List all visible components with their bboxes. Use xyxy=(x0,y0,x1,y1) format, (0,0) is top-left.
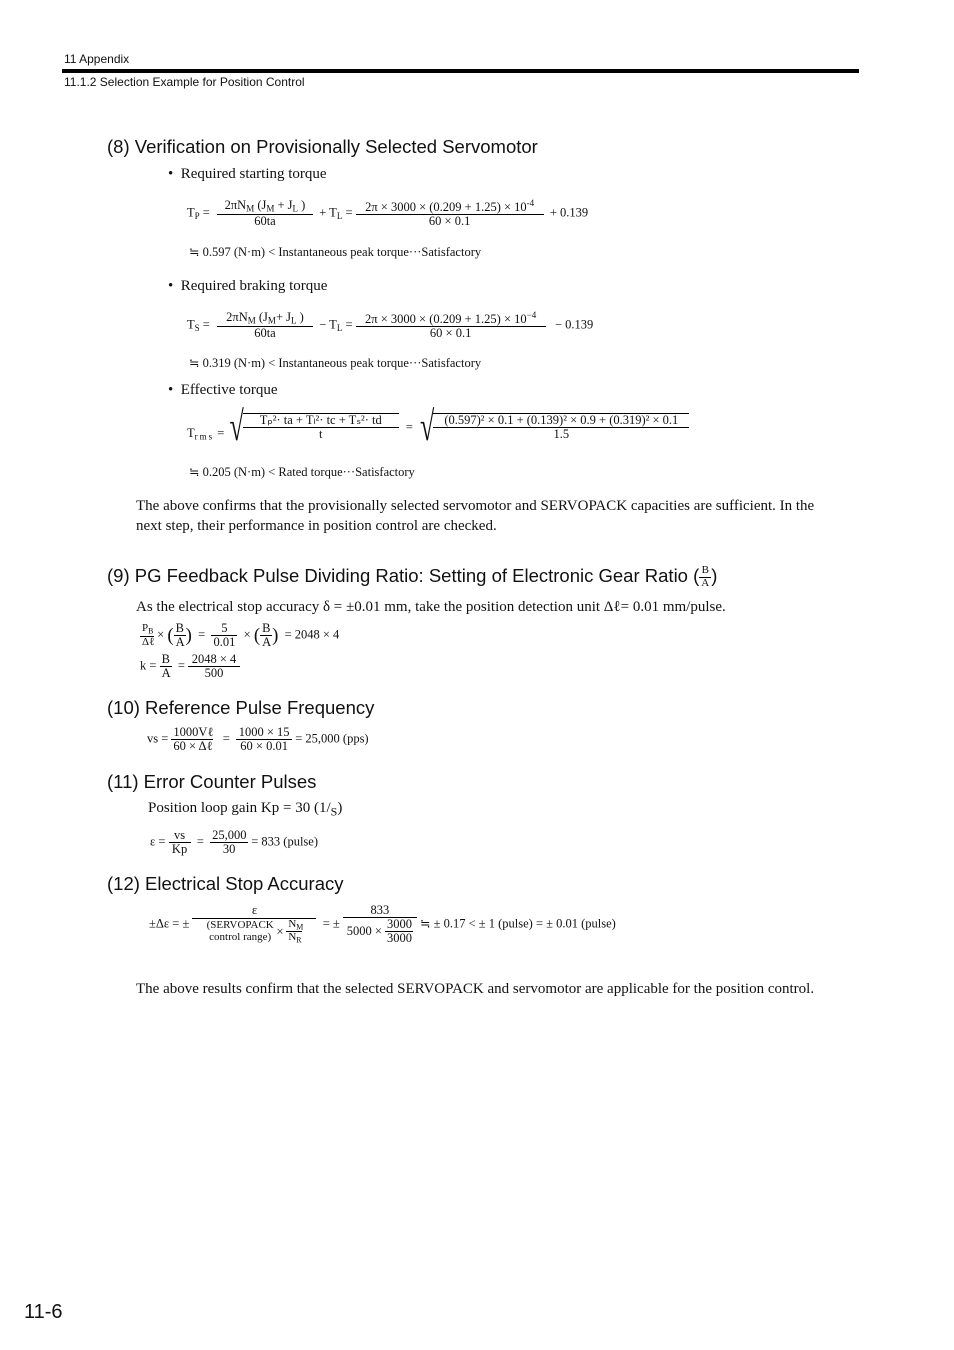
eps-lhs: ε = xyxy=(150,834,166,849)
trms-f2-den: 1.5 xyxy=(553,427,570,441)
tp-f1-paren: (J xyxy=(257,198,267,212)
section-8-title: (8) Verification on Provisionally Selected Servomotor xyxy=(107,136,538,157)
tp-f1-jm-sub: M xyxy=(266,203,275,214)
trms-f1-num: Tₚ²· ta + Tₗ²· tc + Tₛ²· td xyxy=(243,414,399,428)
vs-equals: = xyxy=(222,731,230,746)
section-9-title-fraction xyxy=(699,565,711,589)
k-f-num: 2048 × 4 xyxy=(188,653,240,667)
vs-f1-num: 1000Vℓ xyxy=(173,725,214,739)
vs-f2-den: 60 × 0.01 xyxy=(240,739,288,754)
eq1-rhs: = 2048 × 4 xyxy=(284,627,340,642)
section-11-title: (11) Error Counter Pulses xyxy=(107,771,317,792)
sqrt-1 xyxy=(243,413,399,441)
nm-nr-fraction xyxy=(286,919,302,945)
header-rule xyxy=(62,69,859,73)
sqrt-sign-2: √ xyxy=(420,403,435,450)
ts-lhs-sub: S xyxy=(194,323,200,334)
eps-f1-num: vs xyxy=(169,829,191,843)
bullet-effective-torque-label: Effective torque xyxy=(180,382,278,398)
sec10-eq xyxy=(147,726,369,753)
ts-f1-num: 2πN xyxy=(226,310,248,324)
ba-fraction-2 xyxy=(260,622,272,649)
eps-fraction-2 xyxy=(210,829,248,856)
trms-fraction-1 xyxy=(243,414,399,441)
vs-rhs: = 25,000 (pps) xyxy=(295,731,369,746)
bullet-starting-torque: • Required starting torque xyxy=(168,166,327,182)
ts-f2-num: 2π × 3000 × (0.209 + 1.25) × 10 xyxy=(365,311,527,326)
sec11-gain xyxy=(148,800,342,820)
tp-f1-num-sub: M xyxy=(246,203,255,214)
tp-lhs-sub: P xyxy=(194,211,200,222)
five-over-fraction xyxy=(211,622,237,649)
tp-result: ≒ 0.597 (N·m) < Instantaneous peak torque···Satisfactory xyxy=(189,245,482,259)
final-conclusion: The above results confirm that the selected SERVOPACK and servomotor are applicable for the position control. xyxy=(136,981,815,997)
trms-result: ≒ 0.205 (N·m) < Rated torque···Satisfactory xyxy=(189,465,415,479)
ts-fraction-2 xyxy=(356,311,546,340)
tp-f1-num: 2πN xyxy=(224,198,247,212)
tp-equation: $T_P$ = $\frac{2\pi N_M (J_M + J_L )}{60ta}$ + $T_L$ = $\frac{2\pi \times 3000 \times (0.209 + 1.25) \times 10^{-4}}{60 \times 0.1}$ + 0.139 xyxy=(187,198,589,229)
eps-f2-num: 25,000 xyxy=(212,828,247,842)
eps-f1-den: Kp xyxy=(171,842,188,857)
tp-f2-exp: -4 xyxy=(526,198,535,209)
bullet-braking-torque-label: Required braking torque xyxy=(180,278,328,294)
pb-num: P xyxy=(142,622,149,634)
trms-lhs-sub: rms xyxy=(194,431,215,442)
trms-fraction-2 xyxy=(433,414,689,441)
deps-equals: = ± xyxy=(322,916,340,931)
trms-equation: $T_{rms}$ = √ $\frac{\text{Tₚ²· ta + Tₗ²· tc + Tₛ²· td}}{t}$ = √ $\frac{\text{(0.597)² × 0.1 + (0.139)² × 0.9 + (0.319)² × 0.1}}{1.5}$ xyxy=(187,412,689,442)
trms-f1-den: t xyxy=(318,427,323,441)
sec11-eq xyxy=(150,829,318,856)
title-frac-den: A xyxy=(701,576,710,589)
ba-den-1: A xyxy=(175,635,185,650)
pb-fraction xyxy=(140,623,154,648)
ts-f1-den: 60ta xyxy=(254,326,276,341)
gain-close: ) xyxy=(337,800,343,816)
tp-plus-tl: + T xyxy=(319,205,337,220)
ts-fraction-1 xyxy=(217,311,313,340)
ts-lhs: T xyxy=(187,317,195,332)
ba-num-1: B xyxy=(175,621,184,635)
section-9-title: (9) PG Feedback Pulse Dividing Ratio: Setting of Electronic Gear Ratio ( $\frac{B}{A}$ ) xyxy=(107,564,718,589)
chapter-header: 11 Appendix xyxy=(64,52,130,66)
ts-result: ≒ 0.319 (N·m) < Instantaneous peak torque···Satisfactory xyxy=(189,356,482,370)
nr: N xyxy=(288,931,297,944)
deps-f2-inner-den: 3000 xyxy=(387,931,413,946)
k-lhs: k = xyxy=(140,658,157,673)
deps-f2-den xyxy=(343,918,417,945)
pb-den: Δℓ xyxy=(142,635,155,648)
sec8-conclusion-line2: next step, their performance in position control are checked. xyxy=(136,518,497,534)
deps-rhs: ≒ ± 0.17 < ± 1 (pulse) = ± 0.01 (pulse) xyxy=(419,916,616,931)
deps-f2-inner-num: 3000 xyxy=(387,917,413,932)
deps-fraction-2 xyxy=(343,904,417,945)
sec9-eq1: $\frac{P_B}{\text{Δℓ}}$ × ( $\frac{B}{A}$ ) = $\frac{5}{0.01}$ × ( $\frac{B}{A}$ ) = 2048 × 4 xyxy=(142,621,340,650)
sqrt-2 xyxy=(433,413,689,441)
ts-f1-plus: + J xyxy=(275,310,291,324)
ts-f1-close: ) xyxy=(299,310,304,324)
ts-minus-tl: − T xyxy=(319,317,337,332)
vs-lhs: vs = xyxy=(147,731,169,746)
section-10-title: (10) Reference Pulse Frequency xyxy=(107,697,375,718)
ts-f2-den: 60 × 0.1 xyxy=(429,326,472,341)
ts-equation: $T_S$ = $\frac{2\pi N_M (J_M+ J_L )}{60ta}$ − $T_L$ = $\frac{2\pi \times 3000 \times (0.209 + 1.25) \times 10^{-4}}{60 \times 0.1}$ − 0.139 xyxy=(187,310,594,341)
vs-fraction-2 xyxy=(236,726,292,753)
ts-f1-num-sub: M xyxy=(247,315,256,326)
deps-f1-den xyxy=(192,919,316,945)
nm: N xyxy=(288,917,297,930)
vs-f1-den: 60 × Δℓ xyxy=(173,739,213,754)
tp-tl-sub: L xyxy=(336,211,343,222)
vs-f2-num: 1000 × 15 xyxy=(236,726,292,740)
deps-f2-num: 833 xyxy=(343,904,417,918)
eps-fraction-1 xyxy=(169,829,191,856)
ba-num-2: B xyxy=(262,621,271,635)
tp-f2-num: 2π × 3000 × (0.209 + 1.25) × 10 xyxy=(365,199,527,214)
gain-s: S xyxy=(330,804,338,819)
tp-f1-jl-sub: L xyxy=(292,203,299,214)
eps-equals: = xyxy=(196,834,204,849)
tp-f1-plus: + J xyxy=(277,198,293,212)
nm-sub: M xyxy=(296,921,304,931)
eps-f2-den: 30 xyxy=(222,842,236,857)
title-frac-num: B xyxy=(699,565,711,578)
vs-fraction-1 xyxy=(171,726,213,753)
ba-fraction-1 xyxy=(174,622,186,649)
deps-f1-den-a: (SERVOPACK xyxy=(206,919,274,932)
k-ba-den: A xyxy=(161,666,171,681)
sec12-eq xyxy=(149,904,616,945)
sec8-conclusion-line1: The above confirms that the provisionally selected servomotor and SERVOPACK capacities are sufficient. In the xyxy=(136,498,815,514)
trms-lhs: T xyxy=(187,426,195,441)
k-ba-num: B xyxy=(161,652,170,666)
bullet-effective-torque: • Effective torque xyxy=(168,382,278,398)
trms-f2-num: (0.597)² × 0.1 + (0.139)² × 0.9 + (0.319)² × 0.1 xyxy=(433,414,689,428)
bullet-starting-torque-label: Required starting torque xyxy=(180,166,327,182)
k-equals: = xyxy=(177,658,185,673)
deps-f1-num: ε xyxy=(192,904,316,918)
ts-f1-jl-sub: L xyxy=(290,315,297,326)
section-9-title-text: (9) PG Feedback Pulse Dividing Ratio: Setting of Electronic Gear Ratio xyxy=(107,565,688,586)
eq1-f-den: 0.01 xyxy=(213,635,236,650)
deps-f2-inner-fraction xyxy=(385,918,413,945)
ba-den-2: A xyxy=(262,635,272,650)
ts-tail: − 0.139 xyxy=(555,317,594,332)
section-header: 11.1.2 Selection Example for Position Control xyxy=(64,75,305,89)
tp-lhs: T xyxy=(187,205,195,220)
sec9-intro: As the electrical stop accuracy δ = ±0.01 mm, take the position detection unit Δℓ= 0.01 mm/pulse. xyxy=(136,599,726,615)
nr-sub: R xyxy=(296,935,302,945)
ts-f1-paren: (J xyxy=(258,310,268,324)
pb-sub: B xyxy=(148,626,154,636)
k-fraction xyxy=(188,653,240,680)
deps-lhs: ±Δε = ± xyxy=(149,916,190,931)
k-f-den: 500 xyxy=(204,666,224,681)
deps-fraction-1 xyxy=(192,904,316,945)
eps-rhs: = 833 (pulse) xyxy=(251,834,319,849)
tp-f1-den: 60ta xyxy=(254,214,276,229)
sqrt-sign-1: √ xyxy=(229,403,244,450)
deps-f2-den-a: 5000 × xyxy=(346,924,382,939)
section-12-title: (12) Electrical Stop Accuracy xyxy=(107,873,344,894)
tp-f1-close: ) xyxy=(301,198,306,212)
ts-tl-sub: L xyxy=(336,323,343,334)
ts-f1-jm-sub: M xyxy=(267,315,276,326)
sec9-eq2 xyxy=(140,653,240,680)
gain-text: Position loop gain Kp = 30 (1/ xyxy=(148,800,331,816)
page-number: 11-6 xyxy=(24,1301,63,1323)
k-ba-fraction xyxy=(160,653,172,680)
ts-f2-exp: −4 xyxy=(526,310,537,321)
eq1-times-2: × xyxy=(243,627,251,642)
tp-fraction-1 xyxy=(217,199,313,228)
bullet-braking-torque: • Required braking torque xyxy=(168,278,328,294)
deps-times: × xyxy=(276,924,284,939)
eq1-times-1: × xyxy=(157,627,165,642)
eq1-equals: = xyxy=(198,627,206,642)
tp-f2-den: 60 × 0.1 xyxy=(428,214,471,229)
tp-fraction-2 xyxy=(356,199,544,228)
tp-tail: + 0.139 xyxy=(549,205,589,220)
deps-f1-den-b: control range) xyxy=(209,930,272,943)
eq1-f-num: 5 xyxy=(211,622,237,636)
